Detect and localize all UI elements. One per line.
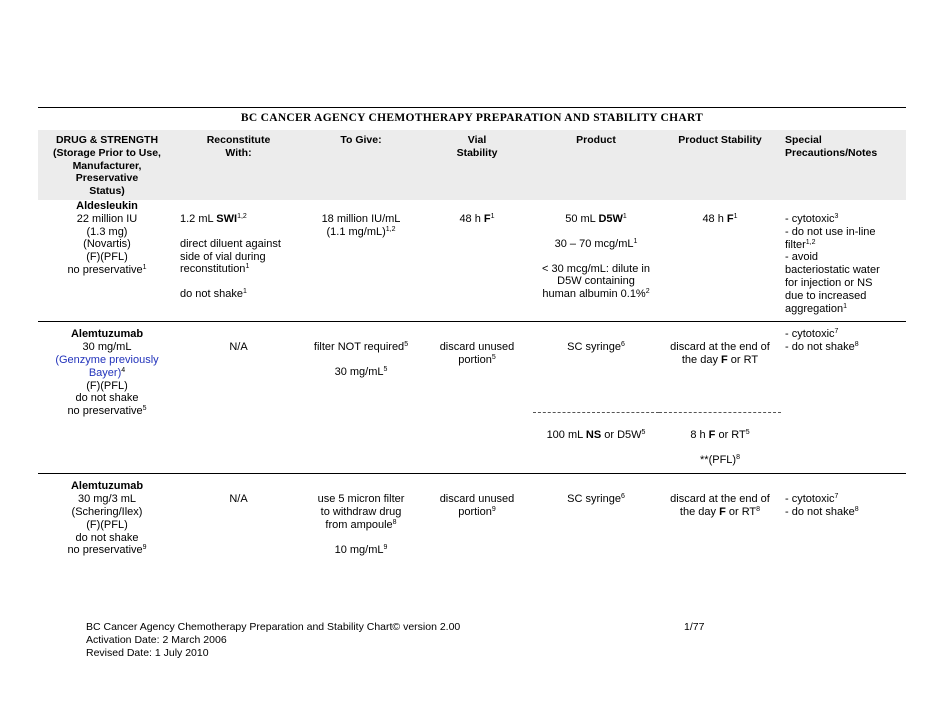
vial-stability-cell: discard unused portion$^9$: [421, 474, 533, 557]
header-drug-strength: DRUG & STRENGTH (Storage Prior to Use, Manufacturer, Preservative Status): [38, 130, 176, 200]
special-notes-cell: - cytotoxic$^7$ - do not shake$^8$: [781, 322, 906, 474]
table-header-row: [38, 130, 906, 200]
product-stability-cell: discard at the end of the day F or RT: [659, 322, 781, 413]
to-give-cell: use 5 micron filter to withdraw drug from ampoule$^8$ 10 $mg/mL^9$: [301, 474, 421, 557]
chart-title-bar: [38, 107, 906, 131]
drug-name: Aldesleukin: [76, 199, 138, 212]
reconstitute-cell: 1.2 mL SWI$^{1,2}$ direct diluent against side of vial during reconstitution$^1$ do not shake$^1$: [180, 212, 281, 301]
stability-chart-table: [38, 130, 906, 557]
header-to-give: To Give:: [301, 130, 421, 200]
footer-activation-date: Activation Date: 2 March 2006: [86, 634, 227, 646]
vial-stability-cell: discard unused portion$^5$: [421, 322, 533, 474]
special-notes-cell: - cytotoxic$^7$ - do not shake$^8$: [781, 474, 906, 557]
footer-version: BC Cancer Agency Chemotherapy Preparation and Stability Chart© version 2.00: [86, 621, 461, 633]
drug-cell: Aldesleukin 22 million IU (1.3 mg) (Novartis) (F)(PFL) no preservative$^1$: [38, 200, 176, 322]
table-row: [38, 474, 906, 557]
drug-cell: Alemtuzumab 30 mg/mL (Genzyme previously Bayer)$^4$ (F)(PFL) do not shake no preservative$^5$: [38, 322, 176, 474]
reconstitute-cell: N/A: [176, 474, 301, 557]
product-cell: SC syringe$^6$: [533, 474, 659, 557]
product-cell: SC syringe$^6$: [533, 322, 659, 413]
special-notes-cell: - cytotoxic$^3$ - do not use in-line filter$^{1,2}$ - avoid bacteriostatic water for injection or NS due to increased aggregation$^1$: [785, 212, 880, 315]
header-product: Product: [533, 130, 659, 200]
product-cell: 100 mL NS or $D5W^5$: [533, 413, 659, 474]
header-product-stability: Product Stability: [659, 130, 781, 200]
drug-name: Alemtuzumab: [70, 480, 144, 493]
reconstitute-cell: N/A: [176, 322, 301, 474]
page-footer: [86, 621, 460, 660]
table-row: [38, 200, 906, 322]
header-vial-stability: Vial Stability: [421, 130, 533, 200]
product-stability-cell: discard at the end of the day F or $RT^8$: [659, 474, 781, 557]
header-reconstitute: Reconstitute With:: [176, 130, 301, 200]
drug-name: Alemtuzumab: [70, 328, 144, 341]
product-stability-cell: 48 h $F^1$: [702, 212, 738, 225]
header-special-precautions: Special Precautions/Notes: [781, 130, 906, 200]
table-row: [38, 322, 906, 413]
chart-title: BC CANCER AGENCY CHEMOTHERAPY PREPARATION AND STABILITY CHART: [240, 112, 704, 124]
page-number: 1/77: [684, 621, 705, 633]
drug-cell: Alemtuzumab 30 mg/3 mL (Schering/Ilex) (F)(PFL) do not shake no preservative$^9$: [38, 474, 176, 557]
footer-revised-date: Revised Date: 1 July 2010: [86, 647, 209, 659]
to-give-cell: filter NOT required$^5$ 30 $mg/mL^5$: [301, 322, 421, 474]
vial-stability-cell: 48 h $F^1$: [459, 212, 495, 225]
product-cell: 50 mL $D5W^1$ 30 – 70 mcg/$mL^1$ < 30 mcg/mL: dilute in D5W containing human albumin 0.1%$^2$: [542, 212, 650, 301]
to-give-cell: 18 million IU/mL (1.1 mg/mL)$^{1,2}$: [321, 212, 401, 238]
product-stability-cell: 8 h F or $RT^5$ **(PFL)$^8$: [659, 413, 781, 474]
